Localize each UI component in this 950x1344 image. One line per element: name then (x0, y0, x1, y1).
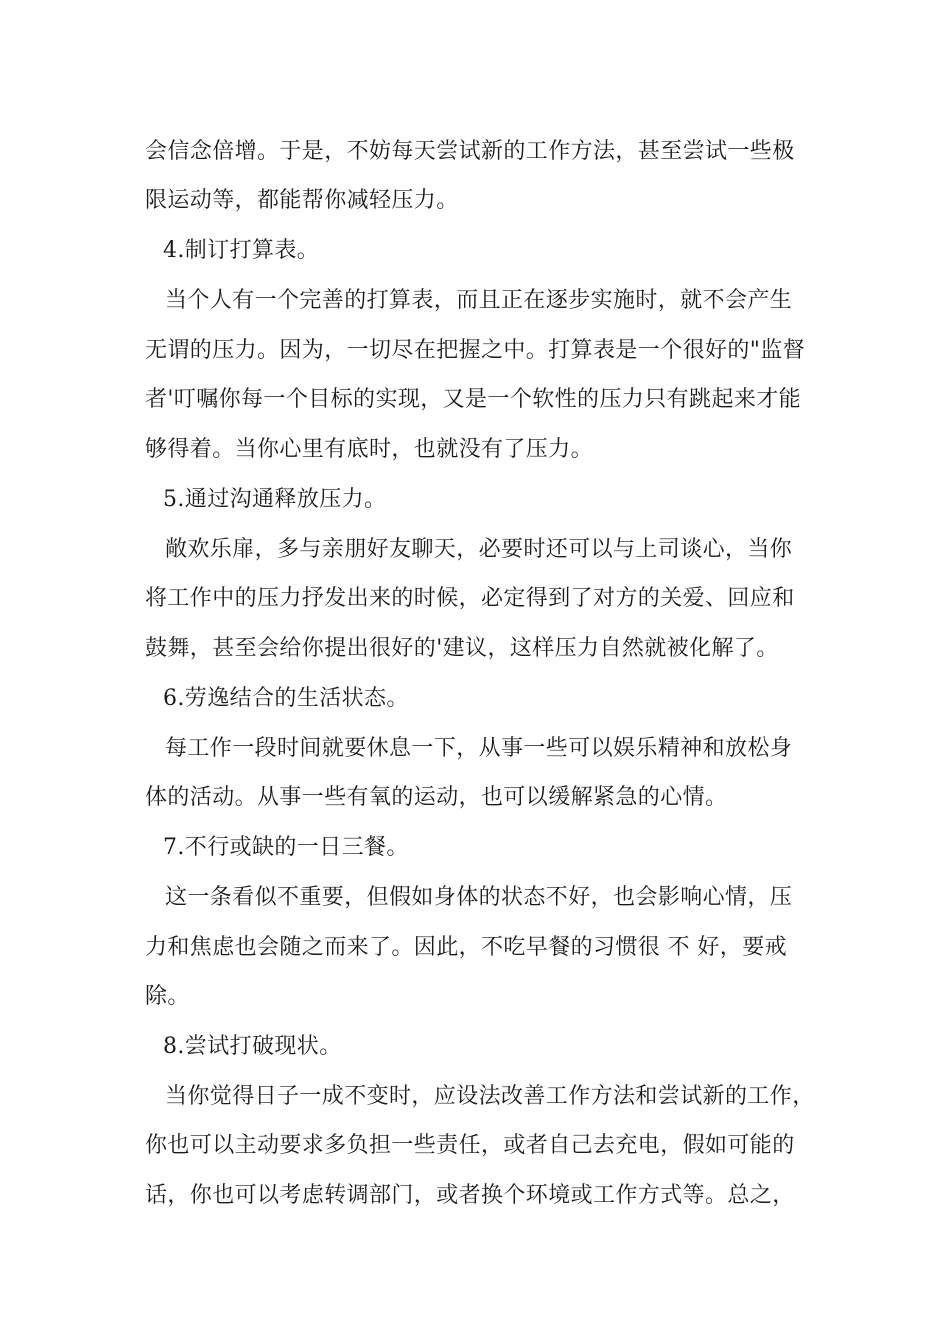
body-text-line: 者'叮嘱你每一个目标的实现，又是一个软性的压力只有跳起来才能 (145, 387, 802, 412)
section-heading-4: 4.制订打算表。 (163, 238, 320, 263)
body-text-line: 你也可以主动要求多负担一些责任，或者自己去充电，假如可能的 (145, 1133, 795, 1158)
section-heading-5: 5.通过沟通释放压力。 (163, 487, 387, 512)
body-text-line: 体的活动。从事一些有氧的运动，也可以缓解紧急的心情。 (145, 785, 728, 810)
section-heading-7: 7.不行或缺的一日三餐。 (163, 835, 409, 860)
body-text-line: 限运动等，都能帮你减轻压力。 (145, 188, 459, 213)
section-heading-6: 6.劳逸结合的生活状态。 (163, 686, 409, 711)
body-text-line: 当个人有一个完善的打算表，而且正在逐步实施时，就不会产生 (165, 288, 793, 313)
body-text-line: 鼓舞，甚至会给你提出很好的'建议，这样压力自然就被化解了。 (145, 636, 779, 661)
body-text-line: 敞欢乐扉，多与亲朋好友聊天，必要时还可以与上司谈心，当你 (165, 537, 793, 562)
body-text-line: 每工作一段时间就要休息一下，从事一些可以娱乐精神和放松身 (165, 736, 793, 761)
body-text-line: 将工作中的压力抒发出来的时候，必定得到了对方的关爱、回应和 (145, 586, 795, 611)
body-text-line: 够得着。当你心里有底时，也就没有了压力。 (145, 437, 594, 462)
body-text-line: 无谓的压力。因为，一切尽在把握之中。打算表是一个很好的"监督 (145, 338, 806, 363)
body-text-line: 这一条看似不重要，但假如身体的状态不好，也会影响心情，压 (165, 885, 793, 910)
body-text-line: 话，你也可以考虑转调部门，或者换个环境或工作方式等。总之， (145, 1183, 795, 1208)
body-text-line: 会信念倍增。于是，不妨每天尝试新的工作方法，甚至尝试一些极 (145, 139, 795, 164)
body-text-line: 当你觉得日子一成不变时，应设法改善工作方法和尝试新的工作， (165, 1084, 815, 1109)
section-heading-8: 8.尝试打破现状。 (163, 1034, 342, 1059)
body-text-line: 除。 (145, 984, 190, 1009)
body-text-line: 力和焦虑也会随之而来了。因此，不吃早餐的习惯很 不 好，要戒 (145, 935, 787, 960)
